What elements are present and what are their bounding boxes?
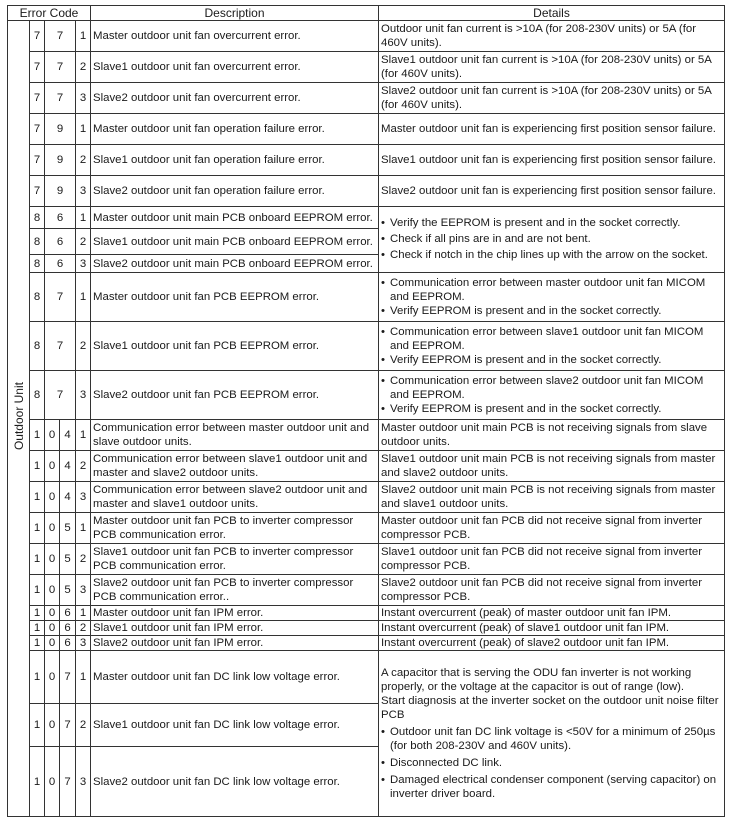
error-description: Slave2 outdoor unit main PCB onboard EEPROM error.	[91, 255, 379, 273]
code-digit: 3	[76, 255, 91, 273]
code-digit: 8	[30, 371, 45, 420]
error-details	[379, 451, 725, 482]
code-digit: 7	[30, 83, 45, 114]
error-details	[379, 322, 725, 371]
code-digit: 2	[76, 621, 91, 636]
code-digit: 3	[76, 747, 91, 817]
detail-bullet-item: • Damaged electrical condenser component (serving capacitor) on inverter driver board.	[381, 773, 722, 801]
code-digit: 1	[30, 482, 45, 513]
code-digit: 1	[30, 704, 45, 747]
detail-text: Start diagnosis at the inverter socket on the outdoor unit noise filter PCB	[381, 695, 719, 721]
code-digit: 7	[45, 371, 76, 420]
detail-text: Slave1 outdoor unit main PCB is not receiving signals from master and slave2 outdoor units.	[381, 453, 716, 479]
error-details	[379, 52, 725, 83]
table-row	[8, 145, 725, 176]
error-description: Master outdoor unit main PCB onboard EEPROM error.	[91, 207, 379, 229]
error-description: Master outdoor unit fan PCB to inverter compressor PCB communication error.	[91, 513, 379, 544]
error-description: Master outdoor unit fan PCB EEPROM error.	[91, 273, 379, 322]
error-details	[379, 544, 725, 575]
code-digit: 7	[30, 52, 45, 83]
table-row	[8, 451, 725, 482]
code-digit: 8	[30, 255, 45, 273]
code-digit: 1	[76, 420, 91, 451]
error-description: Slave1 outdoor unit fan operation failure error.	[91, 145, 379, 176]
table-row	[8, 606, 725, 621]
error-description: Slave2 outdoor unit fan overcurrent error.	[91, 83, 379, 114]
error-details	[379, 273, 725, 322]
code-digit: 3	[76, 575, 91, 606]
table-row	[8, 513, 725, 544]
section-label: Outdoor Unit	[11, 382, 26, 451]
error-details	[379, 176, 725, 207]
detail-text: Slave2 outdoor unit fan PCB did not receive signal from inverter compressor PCB.	[381, 577, 703, 603]
table-row	[8, 636, 725, 651]
code-digit: 7	[45, 52, 76, 83]
error-description: Slave2 outdoor unit fan PCB to inverter compressor PCB communication error..	[91, 575, 379, 606]
code-digit: 1	[76, 606, 91, 621]
code-digit: 7	[60, 651, 76, 704]
table-row	[8, 575, 725, 606]
table-row	[8, 114, 725, 145]
table-row	[8, 322, 725, 371]
detail-text: Instant overcurrent (peak) of slave2 outdoor unit fan IPM.	[381, 637, 670, 649]
code-digit: 7	[30, 145, 45, 176]
code-digit: 7	[30, 114, 45, 145]
table-row	[8, 621, 725, 636]
error-description: Master outdoor unit fan operation failure error.	[91, 114, 379, 145]
code-digit: 0	[45, 606, 60, 621]
code-digit: 8	[30, 229, 45, 255]
code-digit: 7	[60, 747, 76, 817]
detail-text: A capacitor that is serving the ODU fan inverter is not working properly, or the voltage at the capacitor is out of range (low).	[381, 667, 692, 693]
code-digit: 7	[30, 176, 45, 207]
code-digit: 1	[76, 114, 91, 145]
detail-bullet-item: • Disconnected DC link.	[381, 756, 722, 770]
code-digit: 0	[45, 544, 60, 575]
code-digit: 1	[30, 621, 45, 636]
table-row	[8, 273, 725, 322]
detail-bullet-item: • Check if all pins are in and are not bent.	[381, 232, 722, 246]
code-digit: 1	[30, 747, 45, 817]
code-digit: 7	[45, 273, 76, 322]
table-row	[8, 651, 725, 704]
code-digit: 2	[76, 145, 91, 176]
detail-text: Slave1 outdoor unit fan is experiencing first position sensor failure.	[381, 154, 716, 166]
error-description: Master outdoor unit fan DC link low voltage error.	[91, 651, 379, 704]
table-row	[8, 371, 725, 420]
error-code-table	[7, 5, 724, 817]
table-row	[8, 482, 725, 513]
detail-bullet-item: • Communication error between master outdoor unit fan MICOM and EEPROM.	[381, 276, 722, 304]
code-digit: 1	[30, 651, 45, 704]
error-details	[379, 606, 725, 621]
code-digit: 9	[45, 114, 76, 145]
code-digit: 6	[45, 255, 76, 273]
detail-text: Master outdoor unit fan is experiencing first position sensor failure.	[381, 123, 716, 135]
code-digit: 8	[30, 322, 45, 371]
code-digit: 1	[30, 636, 45, 651]
code-digit: 0	[45, 651, 60, 704]
error-description: Slave1 outdoor unit fan overcurrent error.	[91, 52, 379, 83]
code-digit: 6	[45, 207, 76, 229]
table-row	[8, 176, 725, 207]
error-description: Slave1 outdoor unit fan PCB EEPROM error.	[91, 322, 379, 371]
detail-text: Slave2 outdoor unit main PCB is not receiving signals from master and slave1 outdoor units.	[381, 484, 716, 510]
detail-text: Slave1 outdoor unit fan PCB did not receive signal from inverter compressor PCB.	[381, 546, 703, 572]
detail-bullet-item: • Verify the EEPROM is present and in the socket correctly.	[381, 216, 722, 230]
code-digit: 6	[60, 636, 76, 651]
error-details	[379, 636, 725, 651]
error-code-header: Error Code	[8, 6, 91, 21]
code-digit: 1	[30, 420, 45, 451]
error-description: Slave1 outdoor unit main PCB onboard EEPROM error.	[91, 229, 379, 255]
error-details	[379, 207, 725, 273]
code-digit: 0	[45, 704, 60, 747]
error-details	[379, 651, 725, 817]
table-body	[8, 21, 725, 817]
detail-bullet-item: • Communication error between slave2 outdoor unit fan MICOM and EEPROM.	[381, 374, 722, 402]
code-digit: 1	[76, 273, 91, 322]
code-digit: 0	[45, 747, 60, 817]
code-digit: 6	[45, 229, 76, 255]
code-digit: 1	[30, 544, 45, 575]
code-digit: 7	[45, 21, 76, 52]
code-digit: 5	[60, 513, 76, 544]
code-digit: 6	[60, 621, 76, 636]
table-row	[8, 21, 725, 52]
table-row	[8, 420, 725, 451]
code-digit: 2	[76, 544, 91, 575]
error-details	[379, 145, 725, 176]
detail-text: Master outdoor unit fan PCB did not receive signal from inverter compressor PCB.	[381, 515, 703, 541]
code-digit: 2	[76, 52, 91, 83]
code-digit: 4	[60, 420, 76, 451]
code-digit: 7	[45, 83, 76, 114]
error-description: Master outdoor unit fan IPM error.	[91, 606, 379, 621]
error-description: Slave2 outdoor unit fan PCB EEPROM error.	[91, 371, 379, 420]
code-digit: 1	[30, 575, 45, 606]
code-digit: 3	[76, 482, 91, 513]
error-details	[379, 21, 725, 52]
section-label-cell	[8, 21, 30, 817]
detail-bullet-item: • Communication error between slave1 outdoor unit fan MICOM and EEPROM.	[381, 325, 722, 353]
code-digit: 1	[30, 451, 45, 482]
table-header-row	[8, 6, 725, 21]
table-row	[8, 544, 725, 575]
code-digit: 5	[60, 575, 76, 606]
error-description: Slave2 outdoor unit fan operation failure error.	[91, 176, 379, 207]
error-details	[379, 420, 725, 451]
error-details	[379, 621, 725, 636]
code-digit: 3	[76, 636, 91, 651]
detail-bullet-item: • Check if notch in the chip lines up with the arrow on the socket.	[381, 248, 722, 262]
details-header: Details	[379, 6, 725, 21]
code-digit: 0	[45, 420, 60, 451]
code-digit: 3	[76, 83, 91, 114]
table-row	[8, 83, 725, 114]
error-description: Communication error between slave2 outdoor unit and master and slave1 outdoor units.	[91, 482, 379, 513]
code-digit: 3	[76, 176, 91, 207]
code-digit: 7	[60, 704, 76, 747]
code-digit: 2	[76, 229, 91, 255]
error-details	[379, 513, 725, 544]
code-digit: 8	[30, 207, 45, 229]
error-details	[379, 482, 725, 513]
code-digit: 0	[45, 575, 60, 606]
code-digit: 1	[76, 651, 91, 704]
error-description: Slave1 outdoor unit fan DC link low voltage error.	[91, 704, 379, 747]
code-digit: 8	[30, 273, 45, 322]
code-digit: 0	[45, 451, 60, 482]
code-digit: 1	[76, 207, 91, 229]
code-digit: 2	[76, 704, 91, 747]
code-digit: 5	[60, 544, 76, 575]
detail-text: Slave2 outdoor unit fan current is >10A (for 208-230V units) or 5A (for 460V units).	[381, 85, 712, 111]
code-digit: 4	[60, 451, 76, 482]
error-details	[379, 114, 725, 145]
detail-text: Slave2 outdoor unit fan is experiencing first position sensor failure.	[381, 185, 716, 197]
code-digit: 2	[76, 322, 91, 371]
detail-text: Master outdoor unit main PCB is not receiving signals from slave outdoor units.	[381, 422, 708, 448]
error-description: Communication error between slave1 outdoor unit and master and slave2 outdoor units.	[91, 451, 379, 482]
detail-bullet-item: • Outdoor unit fan DC link voltage is <50V for a minimum of 250µs (for both 208-230V and 460V units).	[381, 725, 722, 753]
code-digit: 4	[60, 482, 76, 513]
code-digit: 0	[45, 482, 60, 513]
code-digit: 1	[30, 606, 45, 621]
code-digit: 0	[45, 636, 60, 651]
code-digit: 2	[76, 451, 91, 482]
detail-bullet-item: • Verify EEPROM is present and in the socket correctly.	[381, 353, 722, 367]
code-digit: 9	[45, 176, 76, 207]
detail-text: Instant overcurrent (peak) of slave1 outdoor unit fan IPM.	[381, 622, 670, 634]
error-details	[379, 575, 725, 606]
code-digit: 6	[60, 606, 76, 621]
error-description: Slave2 outdoor unit fan DC link low voltage error.	[91, 747, 379, 817]
code-digit: 0	[45, 513, 60, 544]
table-row	[8, 52, 725, 83]
code-digit: 1	[30, 513, 45, 544]
code-digit: 9	[45, 145, 76, 176]
error-description: Slave2 outdoor unit fan IPM error.	[91, 636, 379, 651]
description-header: Description	[91, 6, 379, 21]
code-digit: 1	[76, 513, 91, 544]
detail-text: Slave1 outdoor unit fan current is >10A (for 208-230V units) or 5A (for 460V units).	[381, 54, 712, 80]
detail-text: Outdoor unit fan current is >10A (for 208-230V units) or 5A (for 460V units).	[381, 23, 697, 49]
code-digit: 1	[76, 21, 91, 52]
code-digit: 7	[30, 21, 45, 52]
code-digit: 7	[45, 322, 76, 371]
detail-bullet-item: • Verify EEPROM is present and in the socket correctly.	[381, 402, 722, 416]
error-details	[379, 371, 725, 420]
detail-bullet-item: • Verify EEPROM is present and in the socket correctly.	[381, 304, 722, 318]
error-description: Slave1 outdoor unit fan PCB to inverter compressor PCB communication error.	[91, 544, 379, 575]
detail-text: Instant overcurrent (peak) of master outdoor unit fan IPM.	[381, 607, 671, 619]
error-description: Slave1 outdoor unit fan IPM error.	[91, 621, 379, 636]
code-digit: 0	[45, 621, 60, 636]
error-description: Communication error between master outdoor unit and slave outdoor units.	[91, 420, 379, 451]
error-details	[379, 83, 725, 114]
code-digit: 3	[76, 371, 91, 420]
table-row	[8, 207, 725, 229]
error-description: Master outdoor unit fan overcurrent error.	[91, 21, 379, 52]
